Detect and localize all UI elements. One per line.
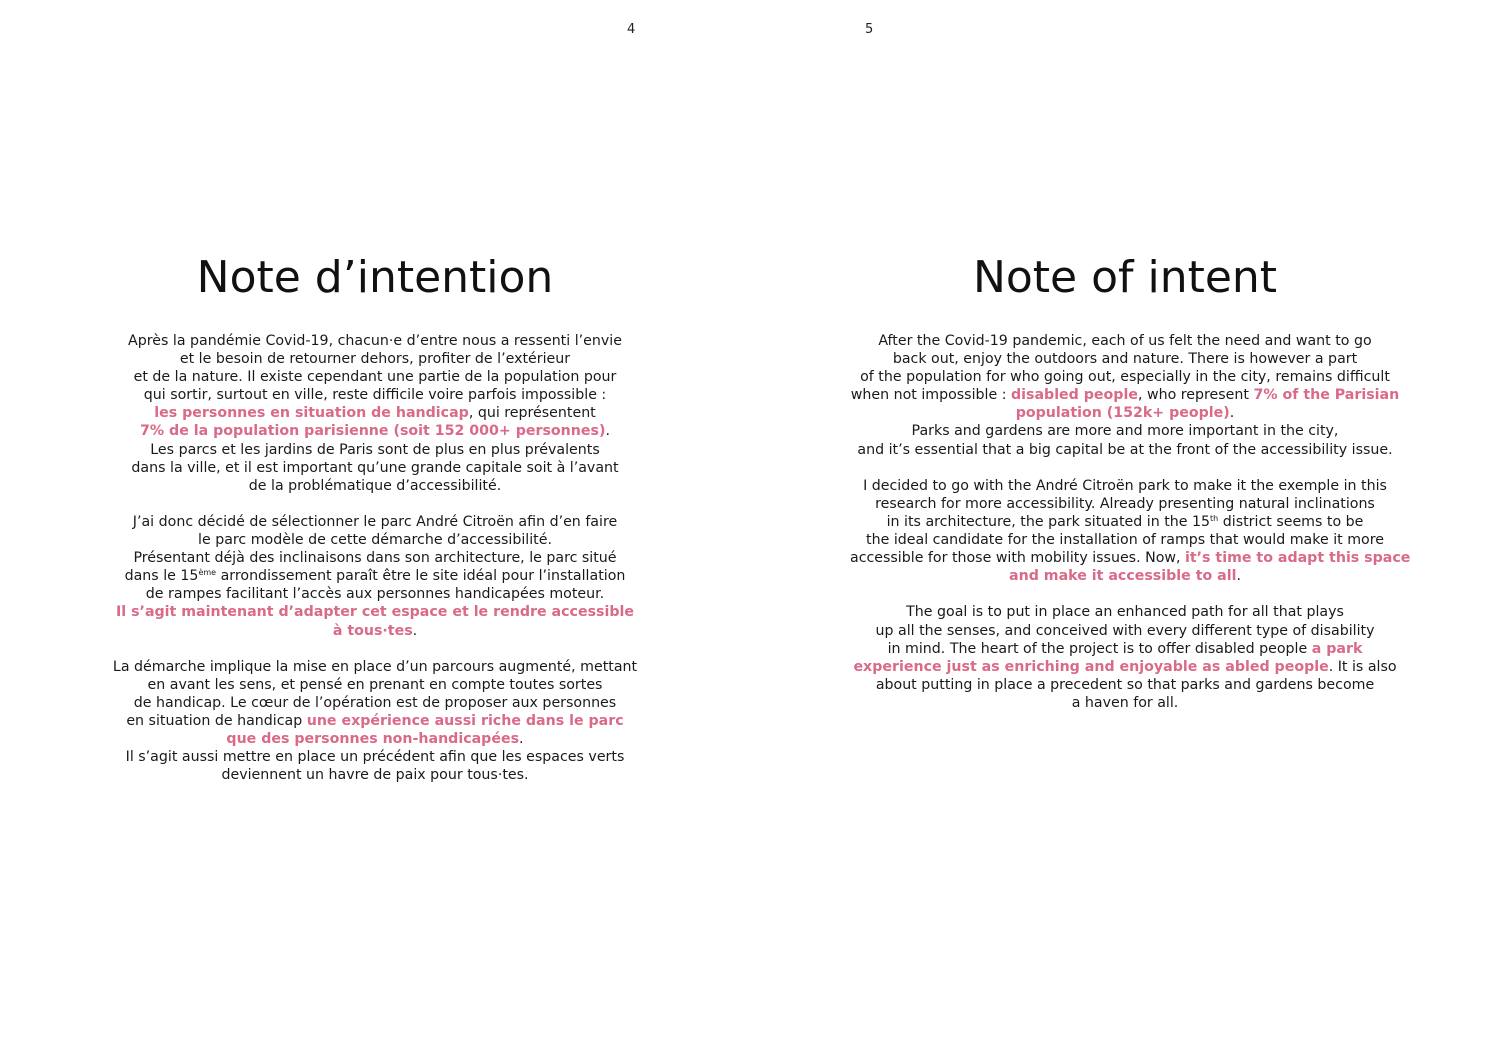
text-line: up all the senses, and conceived with every different type of disability [875,622,1375,639]
text-fragment: arrondissement paraît être le site idéal pour l’installation [216,568,626,585]
text-fragment: . [1229,405,1235,422]
text-line: en avant les sens, et pensé en prenant en compte toutes sortes [147,676,603,693]
highlight-text: experience just as enriching and enjoyable as abled people [853,658,1329,675]
text-line: qui sortir, surtout en ville, reste difficile voire parfois impossible : [143,387,607,404]
page-title-en: Note of intent [972,252,1278,303]
text-line [100,404,650,422]
text-fragment: when not impossible : [850,387,1011,404]
text-line [850,658,1400,676]
highlight-text: 7% of the Parisian [1253,387,1400,404]
highlight-text: 7% de la population parisienne (soit 152 000+ personnes) [140,423,606,440]
highlight-text: it’s time to adapt this space [1185,550,1411,567]
paragraph-fr-1 [100,332,650,495]
page-number-right: 5 [865,22,874,37]
page-title-fr: Note d’intention [196,252,554,303]
text-line: The goal is to put in place an enhanced path for all that plays [906,604,1344,621]
left-page [100,250,650,802]
superscript: th [1210,513,1219,523]
text-line: et de la nature. Il existe cependant une partie de la population pour [133,369,617,386]
text-line: de rampes facilitant l’accès aux personnes handicapées moteur. [145,586,605,603]
text-line: de handicap. Le cœur de l’opération est de proposer aux personnes [133,694,617,711]
text-line: research for more accessibility. Already presenting natural inclinations [875,495,1375,512]
text-fragment: in mind. The heart of the project is to offer disabled people [887,640,1312,657]
text-line: of the population for who going out, especially in the city, remains difficult [860,369,1390,386]
right-page [850,250,1411,730]
text-line: J’ai donc décidé de sélectionner le parc André Citroën afin d’en faire [132,513,618,530]
text-line: Les parcs et les jardins de Paris sont de plus en plus prévalents [150,441,600,458]
text-line: Parks and gardens are more and more important in the city, [911,423,1339,440]
page-number-left: 4 [627,22,636,37]
text-fragment: . It is also [1328,658,1397,675]
highlight-text: que des personnes non-handicapées [226,731,520,748]
text-line: I decided to go with the André Citroën park to make it the exemple in this [863,477,1387,494]
text-line: about putting in place a precedent so that parks and gardens become [875,676,1375,693]
text-line [100,622,650,640]
paragraph-fr-2 [100,513,650,640]
text-line: After the Covid-19 pandemic, each of us felt the need and want to go [878,333,1372,349]
highlight-text: à tous·tes [332,622,413,639]
text-line: deviennent un havre de paix pour tous·tes. [221,767,529,784]
text-fragment: . [519,731,524,748]
text-line: Présentant déjà des inclinaisons dans son architecture, le parc situé [133,550,617,567]
paragraph-fr-3 [100,658,650,785]
paragraph-en-1 [850,332,1400,459]
highlight-text: une expérience aussi riche dans le parc [306,712,624,729]
text-fragment: . [1236,568,1241,585]
text-line: de la problématique d’accessibilité. [248,477,502,494]
text-line: La démarche implique la mise en place d’un parcours augmenté, mettant [112,658,638,675]
text-line [850,404,1400,422]
highlight-text: les personnes en situation de handicap [154,405,469,422]
text-line: Il s’agit aussi mettre en place un précédent afin que les espaces verts [125,749,625,766]
text-fragment: accessible for those with mobility issues. Now, [850,550,1185,567]
superscript: ème [198,568,217,578]
text-line: le parc modèle de cette démarche d’accessibilité. [198,532,552,549]
text-line [850,386,1400,404]
text-line: a haven for all. [1071,694,1179,711]
text-line [100,567,650,585]
text-line [100,712,650,730]
text-line: dans la ville, et il est important qu’une grande capitale soit à l’avant [131,459,619,476]
highlight-text: Il s’agit maintenant d’adapter cet espace et le rendre accessible [116,604,634,621]
text-fragment: . [605,423,610,440]
paragraph-en-3 [850,603,1400,712]
text-fragment: in its architecture, the park situated in the 15 [886,513,1211,530]
text-line [850,549,1411,567]
text-fragment: , qui représentent [468,405,596,422]
text-fragment: district seems to be [1218,513,1364,530]
text-fragment: en situation de handicap [126,712,307,729]
highlight-text: and make it accessible to all [1009,568,1237,585]
highlight-text: disabled people [1011,387,1138,404]
text-line: Après la pandémie Covid-19, chacun·e d’entre nous a ressenti l’envie [128,333,622,349]
text-fragment: , who represent [1137,387,1254,404]
text-line [850,567,1400,585]
text-fragment: dans le 15 [124,568,199,585]
highlight-text: population (152k+ people) [1015,405,1230,422]
text-line: et le besoin de retourner dehors, profiter de l’extérieur [179,351,571,368]
text-line [850,513,1400,531]
text-line: back out, enjoy the outdoors and nature. There is however a part [892,351,1358,368]
paragraph-en-2 [850,477,1411,586]
text-line [100,730,650,748]
text-fragment: . [412,622,418,639]
text-line [100,422,650,440]
highlight-text: a park [1311,640,1363,657]
text-line: and it’s essential that a big capital be at the front of the accessibility issue. [857,441,1393,458]
text-line: the ideal candidate for the installation of ramps that would make it more [866,532,1384,549]
text-line [850,640,1400,658]
